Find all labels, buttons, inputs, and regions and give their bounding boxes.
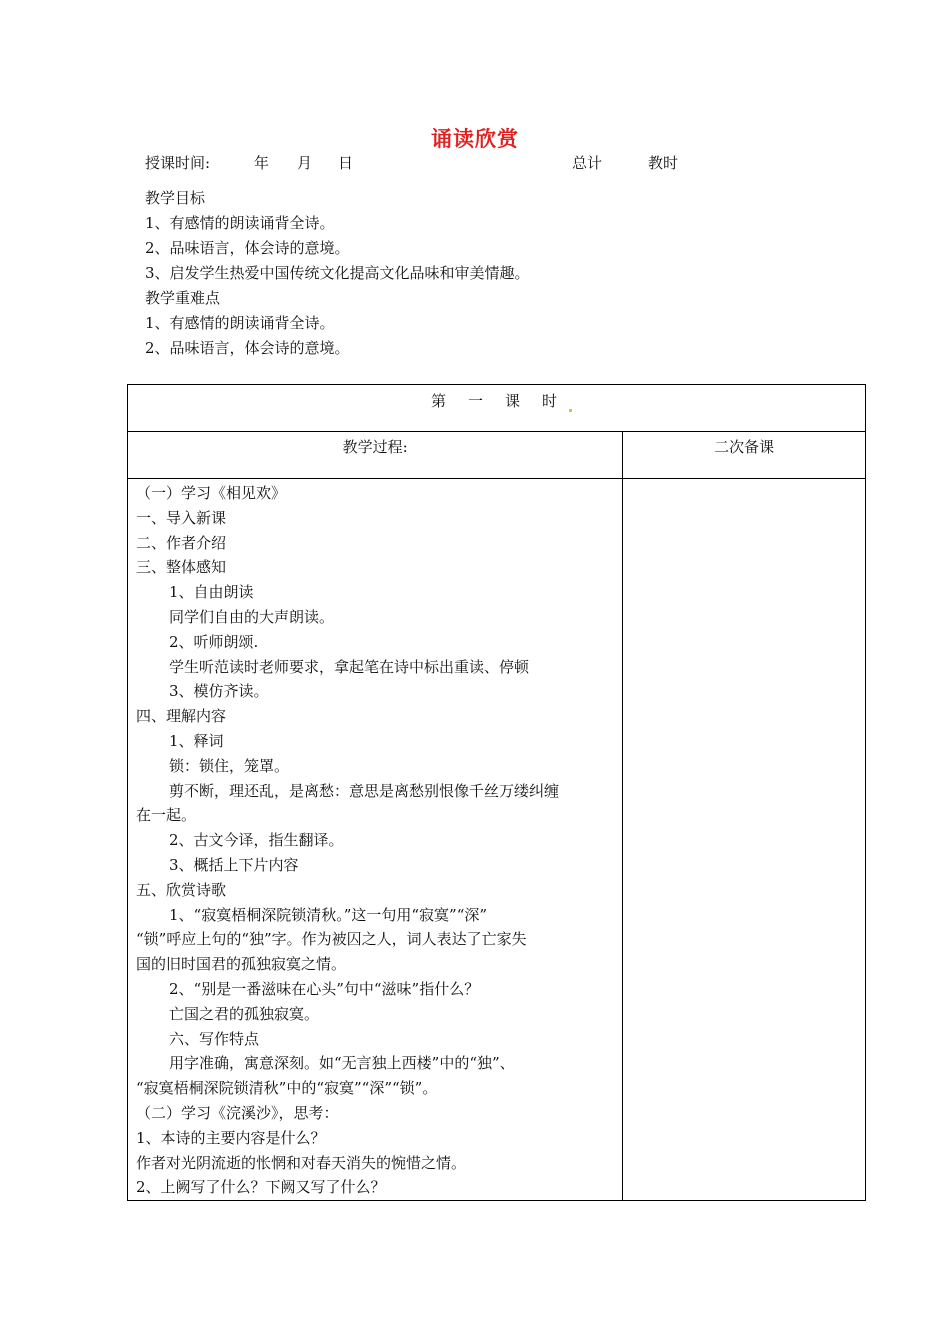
- prep-header: 二次备课: [714, 438, 775, 456]
- lesson-line: 四、理解内容: [136, 707, 227, 726]
- lesson-line: （一）学习《相见欢》: [136, 484, 287, 502]
- lesson-line: 同学们自由的大声朗读。: [169, 607, 335, 626]
- lesson-line: “锁”呼应上句的“独”字。作为被囚之人，词人表达了亡家失: [136, 930, 527, 949]
- key-points-heading: 教学重难点: [145, 289, 221, 307]
- lesson-line: 1、本诗的主要内容是什么？: [136, 1128, 326, 1147]
- page-title: 诵读欣赏: [431, 127, 519, 151]
- prep-notes-cell: [623, 479, 866, 1201]
- lesson-line: 2、古文今译，指生翻译。: [169, 831, 344, 850]
- goals-heading: 教学目标: [145, 189, 206, 207]
- goal-item: 3、启发学生热爱中国传统文化提高文化品味和审美情趣。: [145, 264, 530, 282]
- lesson-line: 锁：锁住，笼罩。: [169, 756, 290, 775]
- session-title-cell: [128, 385, 866, 432]
- goal-item: 1、有感情的朗读诵背全诗。: [145, 214, 335, 232]
- lesson-line: 用字准确，寓意深刻。如“无言独上西楼”中的“独”、: [169, 1054, 515, 1073]
- lesson-line: 二、作者介绍: [136, 533, 227, 552]
- lesson-line: “寂寞梧桐深院锁清秋”中的“寂寞”“深”“锁”。: [136, 1079, 438, 1098]
- lesson-plan-table: [127, 384, 866, 1201]
- key-point-item: 2、品味语言，体会诗的意境。: [145, 339, 350, 357]
- lesson-line: 2、“别是一番滋味在心头”句中“滋味”指什么？: [169, 979, 480, 998]
- lesson-line: 国的旧时国君的孤独寂寞之情。: [136, 955, 347, 974]
- lesson-line: 作者对光阴流逝的怅惘和对春天消失的惋惜之情。: [136, 1153, 467, 1172]
- lesson-line: 学生听范读时老师要求，拿起笔在诗中标出重读、停顿: [169, 657, 530, 676]
- lesson-line: 六、写作特点: [169, 1029, 260, 1048]
- key-point-item: 1、有感情的朗读诵背全诗。: [145, 314, 335, 332]
- process-header-cell: [128, 432, 623, 479]
- day-label: 日: [338, 154, 354, 172]
- lesson-time-label: 授课时间:: [145, 154, 211, 172]
- lesson-line: 亡国之君的孤独寂寞。: [169, 1004, 320, 1023]
- lesson-line: （二）学习《浣溪沙》，思考：: [136, 1103, 339, 1122]
- lesson-line: 1、释词: [169, 731, 224, 750]
- lesson-line: 2、听师朗颂.: [169, 632, 259, 651]
- lesson-line: 三、整体感知: [136, 558, 227, 577]
- lesson-content: [128, 479, 622, 1200]
- lesson-line: 3、模仿齐读。: [169, 682, 269, 701]
- total-label: 总计: [572, 154, 603, 172]
- month-label: 月: [297, 154, 313, 172]
- prep-header-cell: [623, 432, 866, 479]
- lesson-line: 3、概括上下片内容: [169, 855, 299, 874]
- lesson-line: 1、自由朗读: [169, 583, 254, 602]
- teaching-objectives: [145, 186, 530, 361]
- process-content-cell: [128, 479, 623, 1201]
- lesson-line: 2、上阙写了什么？下阙又写了什么？: [136, 1178, 386, 1197]
- year-label: 年: [254, 154, 270, 172]
- periods-label: 教时: [648, 154, 679, 172]
- process-header: 教学过程:: [342, 438, 408, 456]
- lesson-line: 在一起。: [136, 806, 197, 825]
- lesson-line: 一、导入新课: [136, 508, 227, 527]
- lesson-line: 五、欣赏诗歌: [136, 880, 227, 899]
- lesson-line: 1、“寂寞梧桐深院锁清秋。”这一句用“寂寞”“深”: [169, 905, 488, 924]
- session-title: 第 一 课 时: [128, 385, 865, 412]
- lesson-line: 剪不断，理还乱，是离愁：意思是离愁别恨像千丝万缕纠缠: [169, 781, 560, 800]
- goal-item: 2、品味语言，体会诗的意境。: [145, 239, 350, 257]
